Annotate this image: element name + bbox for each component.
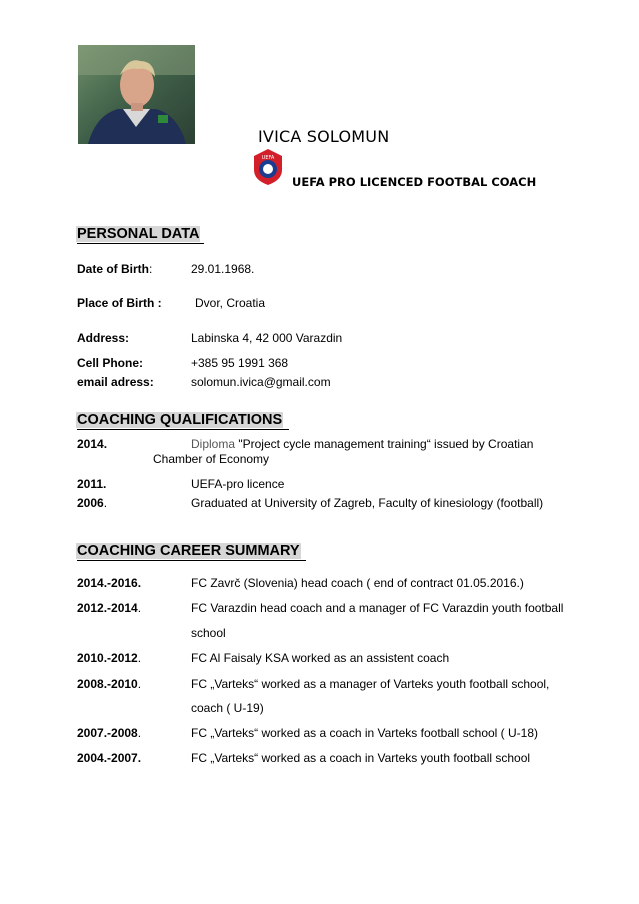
- dob-value: 29.01.1968.: [191, 262, 255, 276]
- subtitle: UEFA PRO LICENCED FOOTBAL COACH: [292, 175, 537, 189]
- email-label: email adress:: [77, 375, 154, 389]
- career-text: FC „Varteks“ worked as a manager of Varteks youth football school,: [191, 677, 550, 691]
- qual-text: Graduated at University of Zagreb, Faculty of kinesiology (football): [191, 496, 544, 510]
- career-text: FC Varazdin head coach and a manager of FC Varazdin youth football: [191, 601, 564, 615]
- career-text: FC „Varteks“ worked as a coach in Varteks football school ( U-18): [191, 726, 539, 740]
- pob-value: Dvor, Croatia: [195, 296, 266, 310]
- career-text: FC Al Faisaly KSA worked as an assistent coach: [191, 651, 450, 665]
- qual-year: 2011.: [77, 477, 107, 491]
- section-underline: [77, 560, 306, 561]
- pob-label: Place of Birth :: [77, 296, 162, 310]
- profile-photo: [78, 45, 195, 144]
- career-years: 2004.-2007.: [77, 751, 142, 765]
- qual-text-cont: Chamber of Economy: [153, 452, 270, 466]
- qual-text: Diploma "Project cycle management training“ issued by Croatian: [191, 437, 534, 451]
- career-years: 2010.-2012.: [77, 651, 142, 665]
- section-title-qualifications: COACHING QUALIFICATIONS: [77, 412, 283, 428]
- section-underline: [77, 429, 289, 430]
- phone-value: +385 95 1991 368: [191, 356, 289, 370]
- career-years: 2007.-2008.: [77, 726, 142, 740]
- career-text-cont: school: [191, 626, 226, 640]
- career-text-cont: coach ( U-19): [191, 701, 264, 715]
- career-years: 2014.-2016.: [77, 576, 142, 590]
- section-title-career: COACHING CAREER SUMMARY: [77, 543, 300, 559]
- qual-text: UEFA-pro licence: [191, 477, 285, 491]
- career-text: FC „Varteks“ worked as a coach in Varteks youth football school: [191, 751, 531, 765]
- career-years: 2008.-2010.: [77, 677, 142, 691]
- qual-year: 2014.: [77, 437, 108, 451]
- career-years: 2012.-2014.: [77, 601, 142, 615]
- section-title-personal: PERSONAL DATA: [77, 226, 200, 242]
- section-underline: [77, 243, 204, 244]
- qual-year: 2006.: [77, 496, 108, 510]
- email-value[interactable]: solomun.ivica@gmail.com: [191, 375, 331, 389]
- career-text: FC Zavrč (Slovenia) head coach ( end of contract 01.05.2016.): [191, 576, 524, 590]
- dob-label: Date of Birth:: [77, 262, 153, 276]
- phone-label: Cell Phone:: [77, 356, 144, 370]
- address-label: Address:: [77, 331, 130, 345]
- person-name: IVICA SOLOMUN: [258, 127, 390, 146]
- address-value: Labinska 4, 42 000 Varazdin: [191, 331, 343, 345]
- svg-text:UEFA: UEFA: [261, 155, 275, 161]
- uefa-logo: [251, 148, 285, 186]
